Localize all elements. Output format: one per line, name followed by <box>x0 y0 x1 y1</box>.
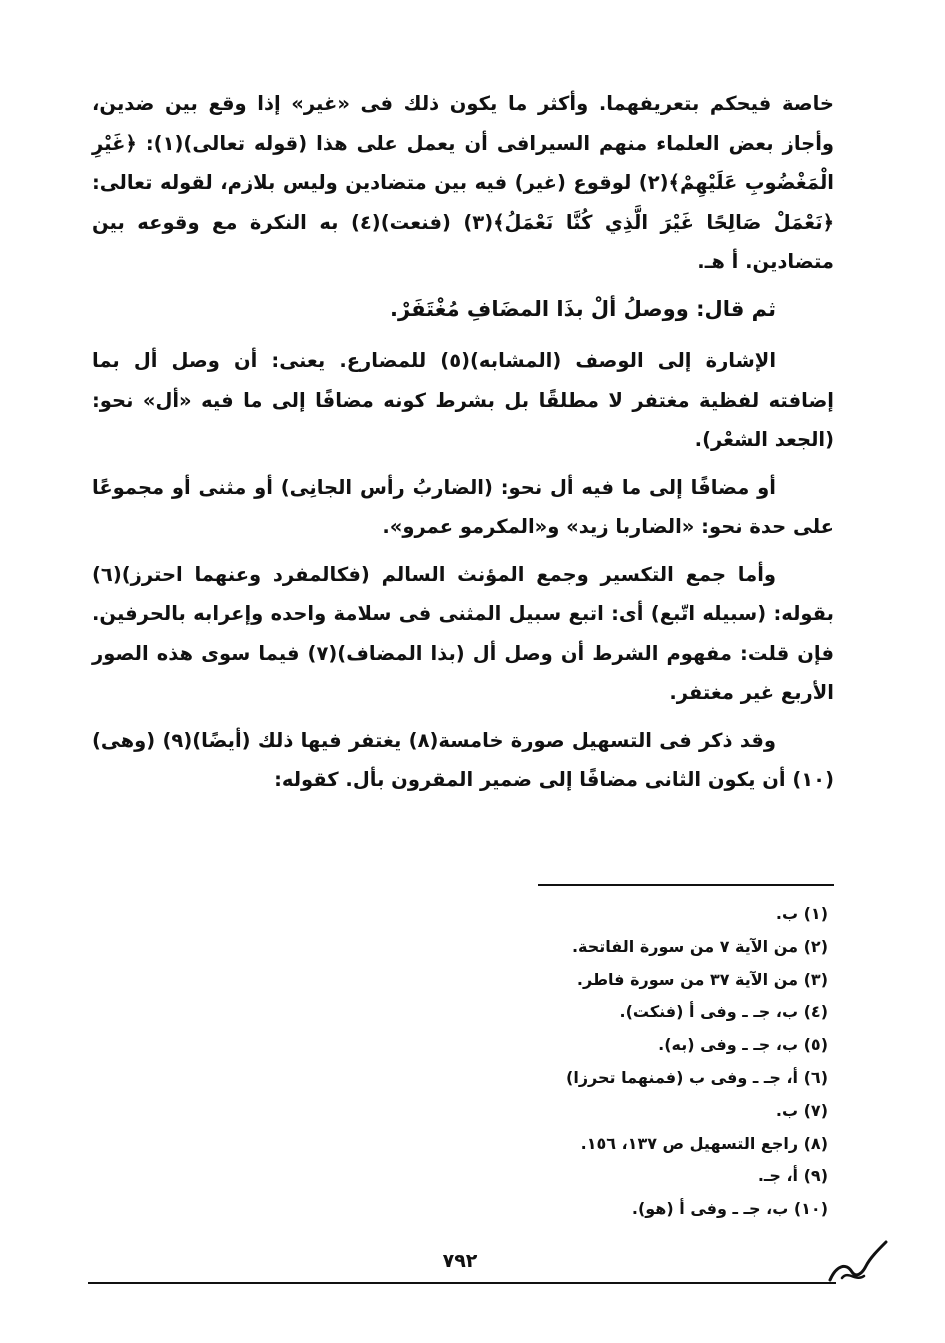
footnote-10: (١٠) ب، جـ ـ وفى أ (هو). <box>631 1199 828 1219</box>
footnote-1: (١) ب. <box>775 904 828 923</box>
bottom-rule <box>88 1282 836 1284</box>
handwritten-mark-icon <box>822 1222 892 1292</box>
footnotes <box>420 898 828 1226</box>
paragraph-1: خاصة فيحكم بتعريفهما. وأكثر ما يكون ذلك فى «غير» إذا وقع بين ضدين، وأجاز بعض العلماء منهم السيرافى أن يعمل على هذا (قوله تعالى)(١): ﴿غَيْرِ الْمَغْضُوبِ عَلَيْهِمْ﴾(٢) لوقوع (غير) فيه بين متضادين وليس بلازم، لقوله تعالى: ﴿نَعْمَلْ صَالِحًا غَيْرَ الَّذِي كُنَّا نَعْمَلُ﴾(٣) (فنعت)(٤) به النكرة مع وقوعه بين متضادين. أ هـ. <box>92 92 835 273</box>
footnote-4: (٤) ب، جـ ـ وفى أ (فنكت). <box>619 1002 828 1022</box>
paragraph-2-verse: ثم قال: ووصلُ ألْ بذَا المضَافِ مُغْتَفَرْ. <box>390 296 776 321</box>
paragraph-3: الإشارة إلى الوصف (المشابه)(٥) للمضارع. يعنى: أن وصل أل بما إضافته لفظية مغتفر لا مطلقًا بل بشرط كونه مضافًا إلى ما فيه «أل» نحو: (الجعد الشعْر). <box>92 349 834 451</box>
footnote-2: (٢) من الآية ٧ من سورة الفاتحة. <box>571 936 828 956</box>
footnote-7: (٧) ب. <box>775 1100 828 1120</box>
footnote-separator <box>538 884 834 886</box>
paragraph-6: وقد ذكر فى التسهيل صورة خامسة(٨) يغتفر فيها ذلك (أيضًا)(٩) (وهى)(١٠) أن يكون الثانى مضافًا إلى ضمير المقرون بأل. كقوله: <box>92 728 834 791</box>
paragraph-4: أو مضافًا إلى ما فيه أل نحو: (الضاربُ رأس الجانِى) أو مثنى أو مجموعًا على حدة نحو: «الضاربا زيد» و«المكرمو عمرو». <box>92 475 834 538</box>
footnote-3: (٣) من الآية ٣٧ من سورة فاطر. <box>576 969 828 989</box>
page-number: ٧٩٢ <box>442 1250 478 1272</box>
paragraph-5: وأما جمع التكسير وجمع المؤنث السالم (فكالمفرد وعنهما احترز)(٦) بقوله: (سبيله اتّبع) أى: اتبع سبيل المثنى فى سلامة واحده وإعرابه بالحرفين. فإن قلت: مفهوم الشرط أن وصل أل (بذا المضاف)(٧) فيما سوى هذه الصور الأربع غير مغتفر. <box>92 562 834 704</box>
footnote-6: (٦) أ، جـ ـ وفى ب (فمنهما تحرزا) <box>566 1067 828 1087</box>
main-text <box>92 84 834 808</box>
footnote-9: (٩) أ، جـ. <box>757 1166 828 1186</box>
footnote-5: (٥) ب، جـ ـ وفى (به). <box>658 1035 828 1055</box>
footnote-8: (٨) راجع التسهيل ص ١٣٧، ١٥٦. <box>580 1133 828 1153</box>
